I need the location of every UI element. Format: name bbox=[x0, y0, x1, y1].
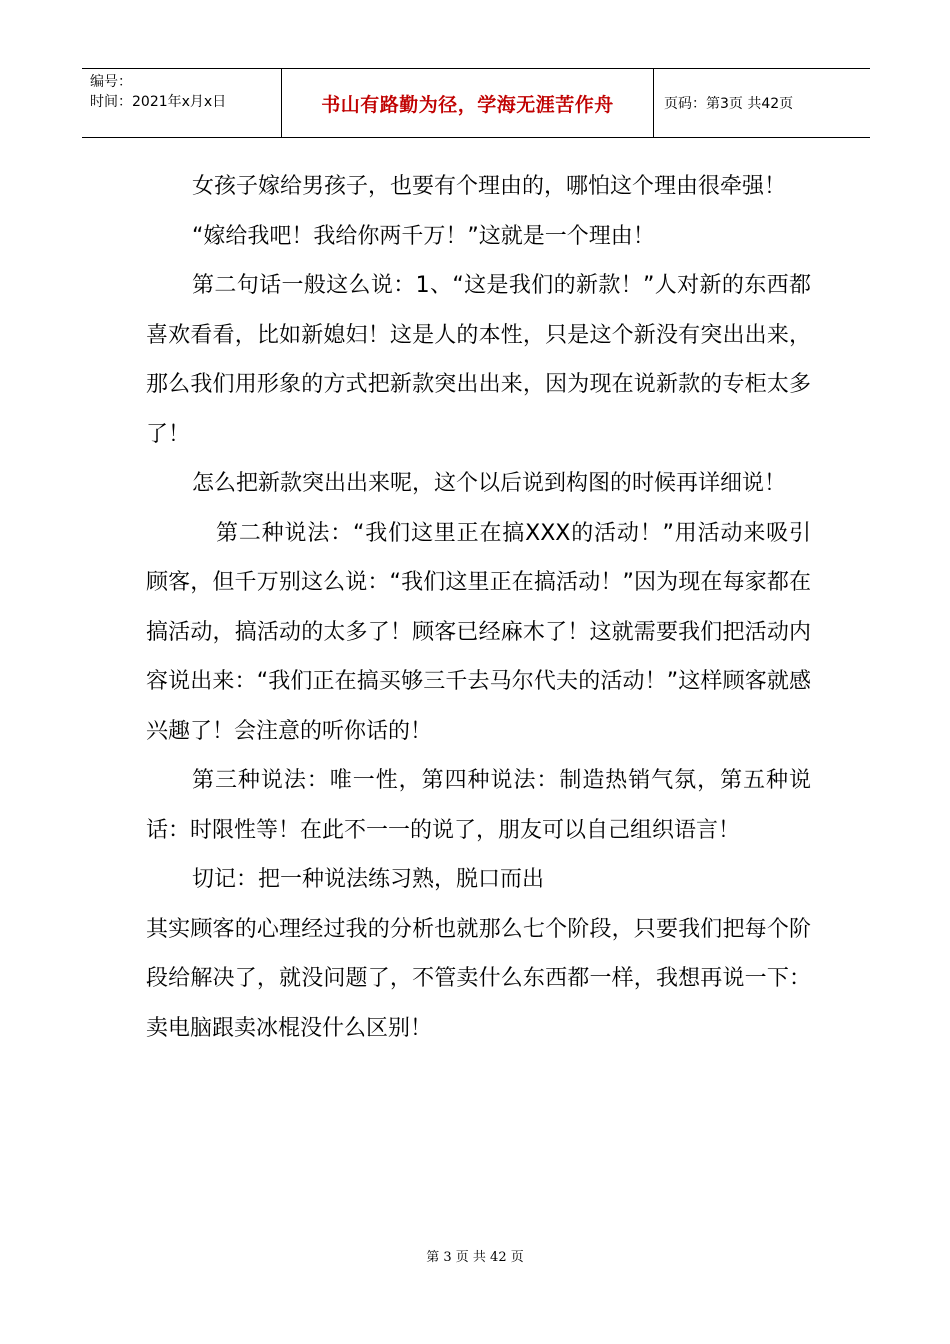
paragraph: 女孩子嫁给男孩子，也要有个理由的，哪怕这个理由很牵强！ bbox=[192, 174, 787, 199]
paragraph: 第二句话一般这么说：1、“这是我们的新款！”人对新的东西都喜欢看看，比如新媳妇！这是人的本性，只是这个新没有突出出来，那么我们用形象的方式把新款突出出来，因为现在说新款的专柜太多了！ bbox=[146, 273, 811, 447]
document-body bbox=[146, 162, 811, 1053]
paragraph: 切记：把一种说法练习熟，脱口而出 bbox=[192, 867, 545, 892]
paragraph: 第三种说法：唯一性，第四种说法：制造热销气氛，第五种说话：时限性等！在此不一一的说了，朋友可以自己组织语言！ bbox=[146, 768, 811, 843]
time-label: 时间：2021年x月x日 bbox=[90, 94, 227, 110]
number-label: 编号： bbox=[90, 74, 132, 90]
header-meta bbox=[82, 69, 282, 137]
paragraph: 其实顾客的心理经过我的分析也就那么七个阶段，只要我们把每个阶段给解决了，就没问题了，不管卖什么东西都一样，我想再说一下：卖电脑跟卖冰棍没什么区别！ bbox=[146, 916, 811, 1041]
paragraph: “嫁给我吧！我给你两千万！”这就是一个理由！ bbox=[192, 223, 655, 249]
paragraph: 怎么把新款突出出来呢，这个以后说到构图的时候再详细说！ bbox=[192, 471, 787, 496]
paragraph: 第二种说法：“我们这里正在搞XXX的活动！”用活动来吸引顾客，但千万别这么说：“我们这里正在搞活动！”因为现在每家都在搞活动，搞活动的太多了！顾客已经麻木了！这就需要我们把活动内容说出来：“我们正在搞买够三千去马尔代夫的活动！”这样顾客就感兴趣了！会注意的听你话的！ bbox=[146, 520, 811, 744]
header-page-info: 页码：第3页 共42页 bbox=[664, 96, 794, 112]
header-motto: 书山有路勤为径，学海无涯苦作舟 bbox=[282, 69, 654, 137]
page-header bbox=[82, 68, 870, 138]
page-footer: 第 3 页 共 42 页 bbox=[426, 1250, 524, 1265]
